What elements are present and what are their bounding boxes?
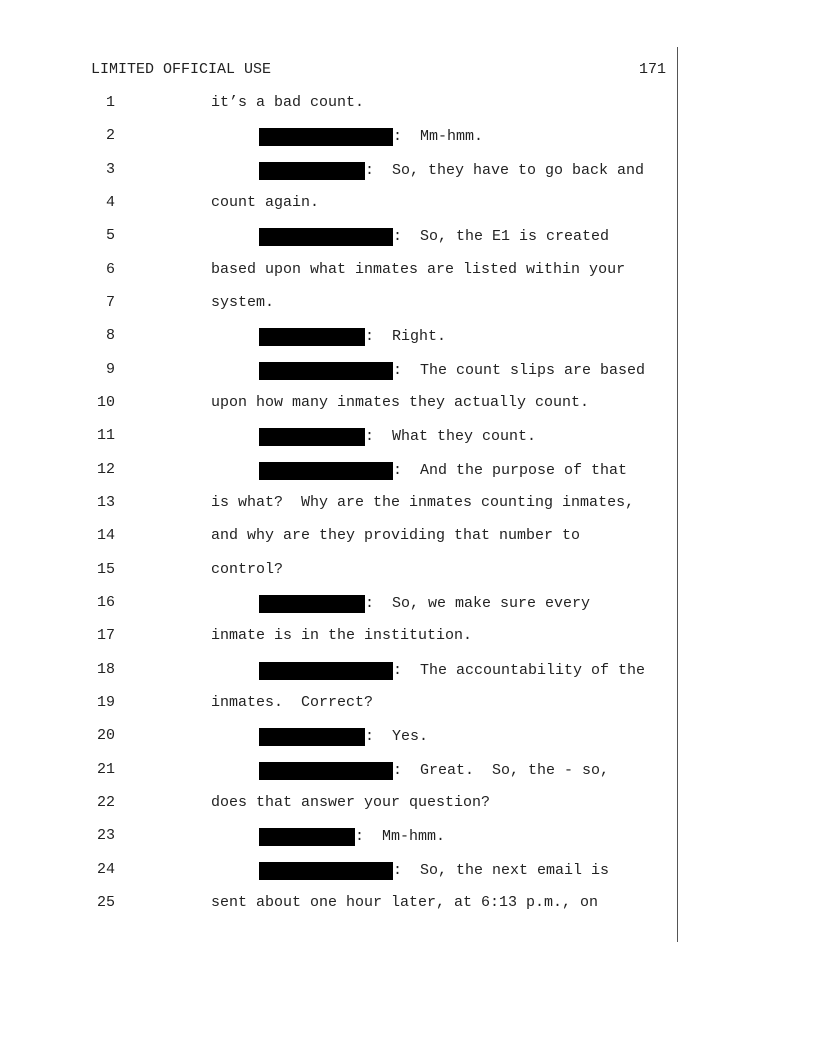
redacted-speaker-name: [259, 362, 393, 380]
speech-text: : So, they have to go back and: [365, 162, 645, 179]
line-number: 17: [96, 627, 115, 644]
transcript-line: [0, 361, 816, 381]
redacted-speaker-name: [259, 828, 355, 846]
line-number: 9: [105, 361, 115, 378]
speech-text: : Mm-hmm.: [355, 828, 446, 845]
line-text: is what? Why are the inmates counting inmates,: [211, 494, 635, 511]
line-number: 4: [105, 194, 115, 211]
redacted-speaker-name: [259, 128, 393, 146]
transcript-line: [0, 194, 816, 214]
transcript-line: [0, 561, 816, 581]
line-text: control?: [211, 561, 284, 578]
line-number: 14: [96, 527, 115, 544]
transcript-line: [0, 461, 816, 481]
transcript-line: [0, 827, 816, 847]
transcript-line: [0, 394, 816, 414]
redacted-speaker-name: [259, 728, 365, 746]
line-text: based upon what inmates are listed within your: [211, 261, 626, 278]
line-text: does that answer your question?: [211, 794, 491, 811]
line-number: 1: [105, 94, 115, 111]
redacted-speaker-name: [259, 428, 365, 446]
speaker-turn: [259, 761, 609, 780]
redacted-speaker-name: [259, 595, 365, 613]
speaker-turn: [259, 827, 445, 846]
speech-text: : The count slips are based: [393, 362, 646, 379]
speaker-turn: [259, 461, 627, 480]
transcript-line: [0, 727, 816, 747]
speech-text: : What they count.: [365, 428, 537, 445]
speech-text: : So, the next email is: [393, 862, 610, 879]
speaker-turn: [259, 427, 536, 446]
redacted-speaker-name: [259, 162, 365, 180]
line-number: 21: [96, 761, 115, 778]
line-text: inmates. Correct?: [211, 694, 374, 711]
transcript-line: [0, 227, 816, 247]
transcript-line: [0, 627, 816, 647]
transcript-line: [0, 127, 816, 147]
line-text: and why are they providing that number to: [211, 527, 581, 544]
line-number: 5: [105, 227, 115, 244]
transcript-line: [0, 294, 816, 314]
line-text: it’s a bad count.: [211, 94, 365, 111]
line-number: 12: [96, 461, 115, 478]
transcript-line: [0, 761, 816, 781]
transcript-line: [0, 94, 816, 114]
speaker-turn: [259, 161, 644, 180]
line-text: inmate is in the institution.: [211, 627, 473, 644]
line-text: sent about one hour later, at 6:13 p.m., on: [211, 894, 599, 911]
transcript-line: [0, 261, 816, 281]
line-number: 6: [105, 261, 115, 278]
speech-text: : Right.: [365, 328, 447, 345]
speaker-turn: [259, 661, 645, 680]
line-number: 15: [96, 561, 115, 578]
speaker-turn: [259, 327, 446, 346]
transcript-line: [0, 861, 816, 881]
redacted-speaker-name: [259, 662, 393, 680]
page-number: 171: [638, 61, 666, 78]
speech-text: : Yes.: [365, 728, 429, 745]
line-number: 11: [96, 427, 115, 444]
transcript-line: [0, 594, 816, 614]
line-number: 23: [96, 827, 115, 844]
classification-header: LIMITED OFFICIAL USE: [91, 61, 272, 78]
line-text: system.: [211, 294, 275, 311]
redacted-speaker-name: [259, 328, 365, 346]
speech-text: : So, we make sure every: [365, 595, 591, 612]
speech-text: : And the purpose of that: [393, 462, 628, 479]
line-number: 10: [96, 394, 115, 411]
transcript-line: [0, 694, 816, 714]
redacted-speaker-name: [259, 462, 393, 480]
speech-text: : Mm-hmm.: [393, 128, 484, 145]
transcript-line: [0, 527, 816, 547]
redacted-speaker-name: [259, 862, 393, 880]
redacted-speaker-name: [259, 762, 393, 780]
speaker-turn: [259, 127, 483, 146]
redacted-speaker-name: [259, 228, 393, 246]
line-text: upon how many inmates they actually count.: [211, 394, 590, 411]
line-number: 16: [96, 594, 115, 611]
speaker-turn: [259, 594, 590, 613]
line-number: 20: [96, 727, 115, 744]
line-number: 18: [96, 661, 115, 678]
line-number: 13: [96, 494, 115, 511]
speech-text: : So, the E1 is created: [393, 228, 610, 245]
transcript-line: [0, 427, 816, 447]
transcript-line: [0, 327, 816, 347]
line-number: 25: [96, 894, 115, 911]
speech-text: : The accountability of the: [393, 662, 646, 679]
transcript-line: [0, 661, 816, 681]
transcript-line: [0, 494, 816, 514]
line-number: 2: [105, 127, 115, 144]
speech-text: : Great. So, the - so,: [393, 762, 610, 779]
line-number: 8: [105, 327, 115, 344]
speaker-turn: [259, 361, 645, 380]
transcript-line: [0, 894, 816, 914]
line-number: 22: [96, 794, 115, 811]
transcript-line: [0, 161, 816, 181]
transcript-line: [0, 794, 816, 814]
speaker-turn: [259, 227, 609, 246]
line-text: count again.: [211, 194, 320, 211]
line-number: 3: [105, 161, 115, 178]
speaker-turn: [259, 861, 609, 880]
line-number: 19: [96, 694, 115, 711]
line-number: 7: [105, 294, 115, 311]
speaker-turn: [259, 727, 428, 746]
line-number: 24: [96, 861, 115, 878]
